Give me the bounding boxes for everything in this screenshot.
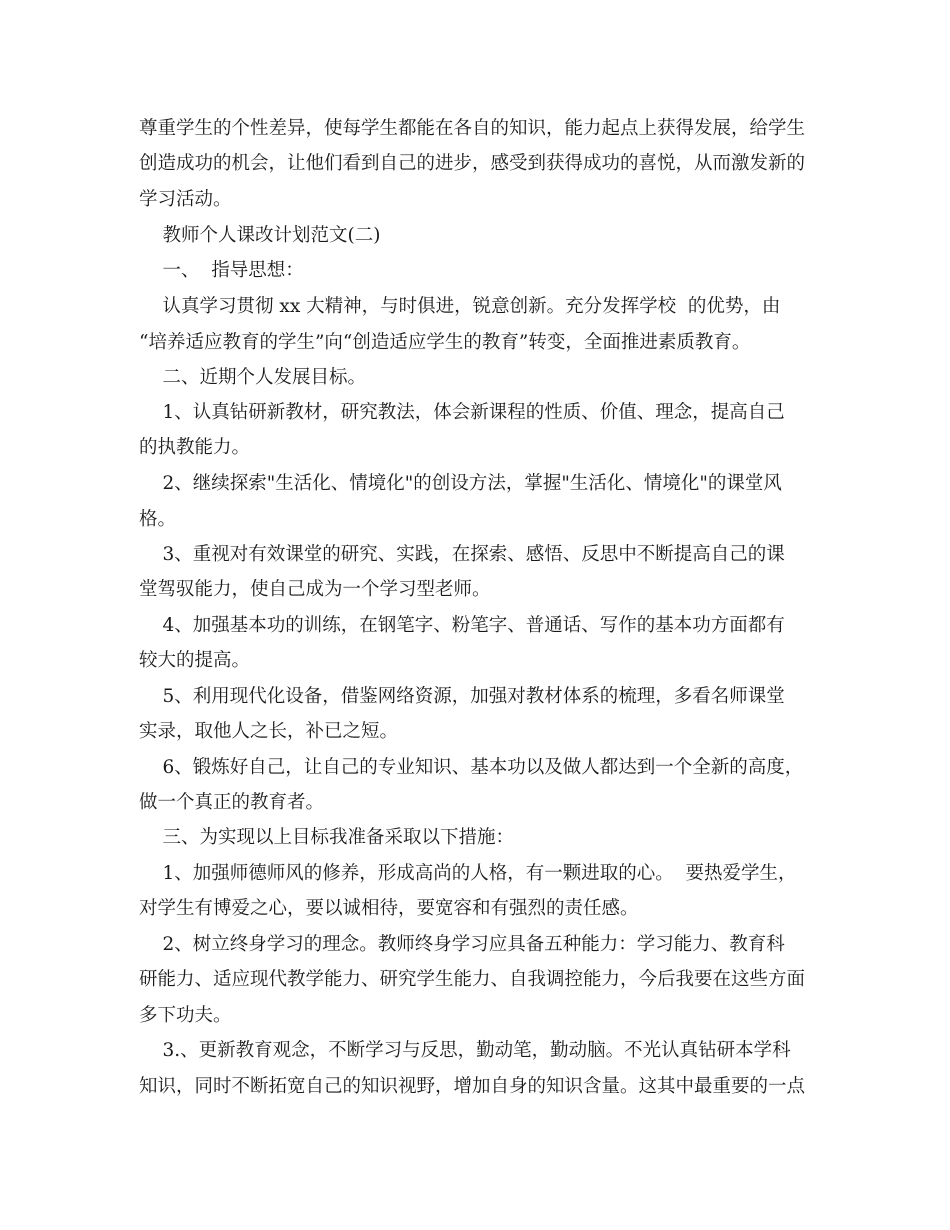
text-line: “培养适应教育的学生”向“创造适应学生的教育”转变，全面推进素质教育。	[139, 332, 751, 353]
text-line: 做一个真正的教育者。	[139, 792, 325, 813]
section-title: 教师个人课改计划范文(二)	[139, 225, 381, 246]
text-line: 3、重视对有效课堂的研究、实践，在探索、感悟、反思中不断提高自己的课	[139, 544, 785, 565]
text-line: 学习活动。	[139, 189, 232, 210]
text-line: 2、树立终身学习的理念。教师终身学习应具备五种能力：学习能力、教育科	[139, 934, 785, 955]
text-line: 多下功夫。	[139, 1005, 232, 1026]
text-line: 较大的提高。	[139, 650, 251, 671]
text-line: 知识，同时不断拓宽自己的知识视野，增加自身的知识含量。这其中最重要的一点	[139, 1076, 806, 1097]
text-line: 3.、更新教育观念，不断学习与反思，勤动笔，勤动脑。不光认真钻研本学科	[139, 1040, 791, 1061]
text-line: 4、加强基本功的训练，在钢笔字、粉笔字、普通话、写作的基本功方面都有	[139, 615, 785, 636]
text-line: 尊重学生的个性差异，使每学生都能在各自的知识，能力起点上获得发展，给学生	[139, 118, 806, 139]
text-line: 研能力、适应现代教学能力、研究学生能力、自我调控能力，今后我要在这些方面	[139, 969, 806, 990]
text-line: 的执教能力。	[139, 437, 251, 458]
text-line: 创造成功的机会，让他们看到自己的进步，感受到获得成功的喜悦，从而激发新的	[139, 153, 806, 174]
text-line: 5、利用现代化设备，借鉴网络资源，加强对教材体系的梳理，多看名师课堂	[139, 686, 785, 707]
text-line: 1、加强师德师风的修养，形成高尚的人格，有一颗进取的心。 要热爱学生，	[139, 863, 797, 884]
heading-measures: 三、为实现以上目标我准备采取以下措施：	[139, 827, 515, 848]
text-line: 实录，取他人之长，补已之短。	[139, 721, 399, 742]
text-line: 6、锻炼好自己，让自己的专业知识、基本功以及做人都达到一个全新的高度，	[139, 757, 804, 778]
text-line: 1、认真钻研新教材，研究教法，体会新课程的性质、价值、理念，提高自己	[139, 402, 785, 423]
text-line: 对学生有博爱之心，要以诚相待，要宽容和有强烈的责任感。	[139, 898, 639, 919]
text-line: 2、继续探索"生活化、情境化"的创设方法，掌握"生活化、情境化"的课堂风	[139, 473, 782, 494]
text-line: 堂驾驭能力，使自己成为一个学习型老师。	[139, 579, 491, 600]
heading-recent-goals: 二、近期个人发展目标。	[139, 367, 367, 388]
heading-guiding-thought: 一、 指导思想：	[139, 260, 304, 281]
text-line: 格。	[139, 509, 177, 530]
text-line: 认真学习贯彻 xx 大精神，与时俱进，锐意创新。充分发挥学校 的优势，由	[139, 296, 781, 317]
